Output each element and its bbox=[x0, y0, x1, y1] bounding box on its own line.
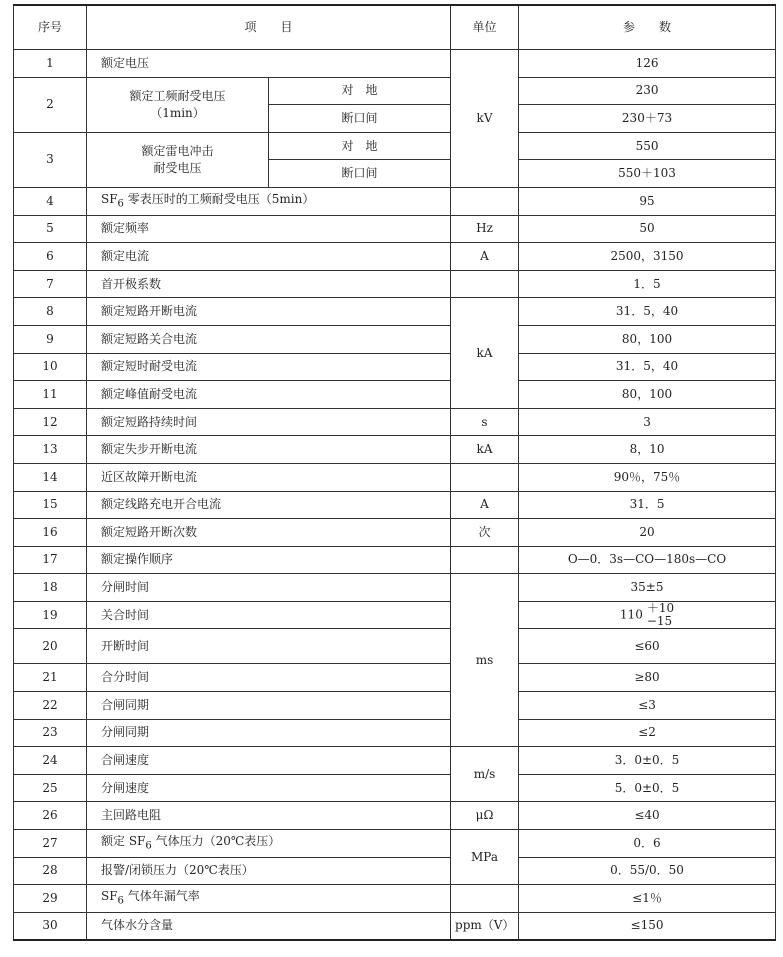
row-unit: Hz bbox=[451, 215, 519, 243]
row-item bbox=[87, 885, 451, 913]
table-row bbox=[14, 857, 776, 885]
row-unit: MPa bbox=[451, 830, 519, 885]
row-no: 24 bbox=[14, 747, 87, 775]
row-item-subscript: 6 bbox=[117, 895, 124, 907]
row-unit: kA bbox=[451, 436, 519, 464]
row-no: 6 bbox=[14, 243, 87, 271]
row-item-subscript: 6 bbox=[117, 197, 124, 209]
row-value: 80，100 bbox=[519, 381, 776, 409]
row-item: 额定频率 bbox=[87, 215, 451, 243]
row-item bbox=[87, 830, 451, 858]
row-unit: ms bbox=[451, 574, 519, 747]
table-row bbox=[14, 463, 776, 491]
row-value: 0．6 bbox=[519, 830, 776, 858]
row-item-prefix: 额定 SF bbox=[101, 833, 146, 848]
parameter-table bbox=[13, 4, 776, 941]
table-row bbox=[14, 912, 776, 940]
row-item-text: 气体压力（20℃表压） bbox=[151, 833, 281, 848]
header-item: 项 目 bbox=[87, 5, 451, 50]
row-value: 31．5，40 bbox=[519, 353, 776, 381]
row-item: 额定短路开断电流 bbox=[87, 298, 451, 326]
row-item: 合闸速度 bbox=[87, 747, 451, 775]
row-value: 0．55/0．50 bbox=[519, 857, 776, 885]
row-value: 31．5，40 bbox=[519, 298, 776, 326]
row-item: 合分时间 bbox=[87, 664, 451, 692]
row-value: 50 bbox=[519, 215, 776, 243]
table-row bbox=[14, 885, 776, 913]
row-subitem: 断口间 bbox=[269, 105, 451, 133]
row-item: 额定操作顺序 bbox=[87, 546, 451, 574]
table-row bbox=[14, 243, 776, 271]
row-value: O—0．3s—CO—180s—CO bbox=[519, 546, 776, 574]
row-value: 95 bbox=[519, 187, 776, 215]
row-subitem: 对 地 bbox=[269, 77, 451, 105]
row-value: 8，10 bbox=[519, 436, 776, 464]
table-row bbox=[14, 381, 776, 409]
row-value: ≤1％ bbox=[519, 885, 776, 913]
row-no: 2 bbox=[14, 77, 87, 132]
table-row bbox=[14, 270, 776, 298]
row-item-line2: （1min） bbox=[150, 105, 205, 120]
row-value: 230＋73 bbox=[519, 105, 776, 133]
header-param: 参 数 bbox=[519, 5, 776, 50]
table-row bbox=[14, 50, 776, 78]
tolerance-lower: −15 bbox=[646, 614, 673, 629]
row-unit: 次 bbox=[451, 519, 519, 547]
row-value: 90％，75％ bbox=[519, 463, 776, 491]
row-item-line2: 耐受电压 bbox=[153, 160, 202, 175]
row-item: 额定线路充电开合电流 bbox=[87, 491, 451, 519]
row-value: 5．0±0．5 bbox=[519, 774, 776, 802]
row-value: 3 bbox=[519, 408, 776, 436]
row-value-base: 110 bbox=[619, 607, 643, 622]
table-row bbox=[14, 353, 776, 381]
row-no: 19 bbox=[14, 601, 87, 629]
table-row bbox=[14, 629, 776, 664]
row-no: 5 bbox=[14, 215, 87, 243]
row-item: 开断时间 bbox=[87, 629, 451, 664]
row-value: ≤3 bbox=[519, 692, 776, 720]
row-item: 气体水分含量 bbox=[87, 912, 451, 940]
row-item: 分闸时间 bbox=[87, 574, 451, 602]
row-item: 额定短时耐受电流 bbox=[87, 353, 451, 381]
row-unit: kV bbox=[451, 50, 519, 188]
row-unit bbox=[451, 270, 519, 298]
table-row bbox=[14, 692, 776, 720]
row-no: 8 bbox=[14, 298, 87, 326]
row-no: 21 bbox=[14, 664, 87, 692]
row-item-text: 零表压时的工频耐受电压（5min） bbox=[123, 191, 315, 206]
row-value: 550＋103 bbox=[519, 160, 776, 188]
row-unit bbox=[451, 463, 519, 491]
row-value: ≤40 bbox=[519, 802, 776, 830]
table-row bbox=[14, 408, 776, 436]
row-no: 13 bbox=[14, 436, 87, 464]
row-item: 额定峰值耐受电流 bbox=[87, 381, 451, 409]
row-value: 1．5 bbox=[519, 270, 776, 298]
row-value: 31．5 bbox=[519, 491, 776, 519]
row-no: 4 bbox=[14, 187, 87, 215]
table-row bbox=[14, 802, 776, 830]
row-item: 近区故障开断电流 bbox=[87, 463, 451, 491]
row-no: 29 bbox=[14, 885, 87, 913]
row-no: 26 bbox=[14, 802, 87, 830]
row-value: 550 bbox=[519, 132, 776, 160]
row-no: 15 bbox=[14, 491, 87, 519]
table-row bbox=[14, 546, 776, 574]
table-row bbox=[14, 719, 776, 747]
row-item: 额定短路关合电流 bbox=[87, 325, 451, 353]
row-value: 35±5 bbox=[519, 574, 776, 602]
row-no: 23 bbox=[14, 719, 87, 747]
tolerance-upper: ＋10 bbox=[646, 601, 675, 616]
row-no: 10 bbox=[14, 353, 87, 381]
table-row bbox=[14, 436, 776, 464]
row-item: 额定失步开断电流 bbox=[87, 436, 451, 464]
header-no: 序号 bbox=[14, 5, 87, 50]
table-row bbox=[14, 187, 776, 215]
row-no: 18 bbox=[14, 574, 87, 602]
row-unit: kA bbox=[451, 298, 519, 408]
row-item: 报警/闭锁压力（20℃表压） bbox=[87, 857, 451, 885]
table-row bbox=[14, 664, 776, 692]
table-row bbox=[14, 298, 776, 326]
row-item: 额定短路开断次数 bbox=[87, 519, 451, 547]
row-item-text: 气体年漏气率 bbox=[123, 888, 200, 903]
row-value: ≤2 bbox=[519, 719, 776, 747]
table-row bbox=[14, 601, 776, 629]
table-row bbox=[14, 774, 776, 802]
row-item: 分闸速度 bbox=[87, 774, 451, 802]
table-row bbox=[14, 132, 776, 160]
row-item: 分闸同期 bbox=[87, 719, 451, 747]
row-item: 首开极系数 bbox=[87, 270, 451, 298]
row-unit: μΩ bbox=[451, 802, 519, 830]
row-item: 合闸同期 bbox=[87, 692, 451, 720]
row-item-prefix: SF bbox=[101, 191, 118, 206]
row-item-prefix: SF bbox=[101, 888, 118, 903]
row-no: 27 bbox=[14, 830, 87, 858]
row-item: 额定电流 bbox=[87, 243, 451, 271]
tolerance bbox=[647, 602, 674, 628]
row-item-line1: 额定工频耐受电压 bbox=[129, 88, 226, 103]
row-value: 2500，3150 bbox=[519, 243, 776, 271]
row-value: 20 bbox=[519, 519, 776, 547]
table-row bbox=[14, 830, 776, 858]
row-unit bbox=[451, 187, 519, 215]
table-row bbox=[14, 215, 776, 243]
row-value: ≤150 bbox=[519, 912, 776, 940]
row-no: 7 bbox=[14, 270, 87, 298]
row-item-line1: 额定雷电冲击 bbox=[141, 143, 214, 158]
row-no: 16 bbox=[14, 519, 87, 547]
row-unit bbox=[451, 546, 519, 574]
row-no: 11 bbox=[14, 381, 87, 409]
row-no: 9 bbox=[14, 325, 87, 353]
row-no: 20 bbox=[14, 629, 87, 664]
row-value: 126 bbox=[519, 50, 776, 78]
table-row bbox=[14, 519, 776, 547]
row-item bbox=[87, 187, 451, 215]
row-no: 28 bbox=[14, 857, 87, 885]
row-unit: A bbox=[451, 491, 519, 519]
row-item bbox=[87, 77, 269, 132]
row-unit: s bbox=[451, 408, 519, 436]
row-no: 17 bbox=[14, 546, 87, 574]
row-item: 额定电压 bbox=[87, 50, 451, 78]
header-unit: 单位 bbox=[451, 5, 519, 50]
header-row bbox=[14, 5, 776, 50]
table-row bbox=[14, 574, 776, 602]
row-unit: ppm（V） bbox=[451, 912, 519, 940]
row-value: ≤60 bbox=[519, 629, 776, 664]
row-no: 22 bbox=[14, 692, 87, 720]
row-value: 80，100 bbox=[519, 325, 776, 353]
row-no: 30 bbox=[14, 912, 87, 940]
row-item: 额定短路持续时间 bbox=[87, 408, 451, 436]
row-subitem: 断口间 bbox=[269, 160, 451, 188]
row-item: 关合时间 bbox=[87, 601, 451, 629]
row-subitem: 对 地 bbox=[269, 132, 451, 160]
row-value: ≥80 bbox=[519, 664, 776, 692]
row-value: 230 bbox=[519, 77, 776, 105]
row-value bbox=[519, 601, 776, 629]
row-no: 25 bbox=[14, 774, 87, 802]
row-no: 1 bbox=[14, 50, 87, 78]
row-no: 12 bbox=[14, 408, 87, 436]
table-row bbox=[14, 491, 776, 519]
table-row bbox=[14, 325, 776, 353]
row-unit: A bbox=[451, 243, 519, 271]
row-item bbox=[87, 132, 269, 187]
row-value: 3．0±0．5 bbox=[519, 747, 776, 775]
row-item: 主回路电阻 bbox=[87, 802, 451, 830]
row-item-subscript: 6 bbox=[145, 840, 152, 852]
table-row bbox=[14, 77, 776, 105]
row-unit bbox=[451, 885, 519, 913]
row-no: 14 bbox=[14, 463, 87, 491]
table-row bbox=[14, 747, 776, 775]
row-no: 3 bbox=[14, 132, 87, 187]
row-unit: m/s bbox=[451, 747, 519, 802]
